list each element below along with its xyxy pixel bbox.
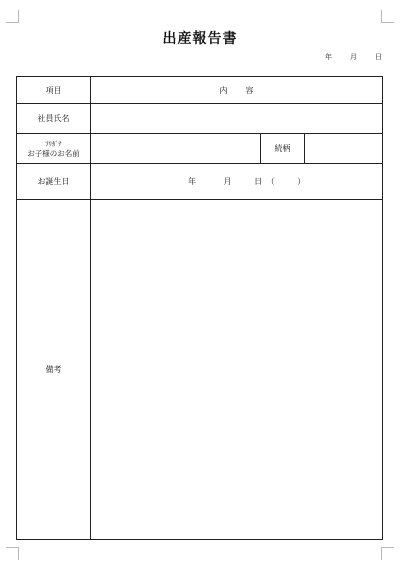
birthday-row [17, 164, 383, 200]
report-date [325, 52, 382, 62]
birthday-field[interactable] [91, 164, 383, 200]
header-content-cell [91, 77, 383, 104]
child-name-main-label: お子様のお名前 [27, 148, 80, 158]
birthday-weekday-open-paren: （ [266, 177, 275, 186]
employee-name-label: 社員氏名 [17, 104, 91, 134]
report-date-month: 月 [350, 53, 357, 61]
employee-name-row [17, 104, 383, 134]
report-form-table [16, 76, 383, 540]
birthday-year-unit: 年 [188, 177, 196, 186]
remarks-label: 備考 [17, 200, 91, 540]
header-item-cell: 項目 [17, 77, 91, 104]
report-date-day: 日 [375, 53, 382, 61]
header-content-left: 内 [219, 85, 228, 95]
employee-name-field[interactable] [91, 104, 383, 134]
child-name-field[interactable] [91, 134, 261, 164]
crop-mark-bottom-left [6, 547, 19, 560]
remarks-field[interactable] [91, 200, 383, 540]
child-name-kana-label: ﾌﾘｶﾞﾅ [45, 139, 62, 148]
remarks-row [17, 200, 383, 540]
relationship-label: 続柄 [261, 134, 305, 164]
crop-mark-bottom-right [381, 547, 394, 560]
birthday-weekday-close-paren: ） [297, 177, 306, 186]
document-title: 出産報告書 [162, 31, 238, 47]
crop-mark-top-right [381, 10, 394, 23]
report-date-year: 年 [325, 53, 332, 61]
header-content-right: 容 [245, 85, 254, 95]
relationship-field[interactable] [305, 134, 383, 164]
table-header-row [17, 77, 383, 104]
child-name-label [17, 134, 91, 164]
child-name-row [17, 134, 383, 164]
birthday-month-unit: 月 [223, 177, 232, 186]
birthday-label: お誕生日 [17, 164, 91, 200]
crop-mark-top-left [6, 10, 19, 23]
birthday-day-unit: 日 [254, 177, 263, 186]
